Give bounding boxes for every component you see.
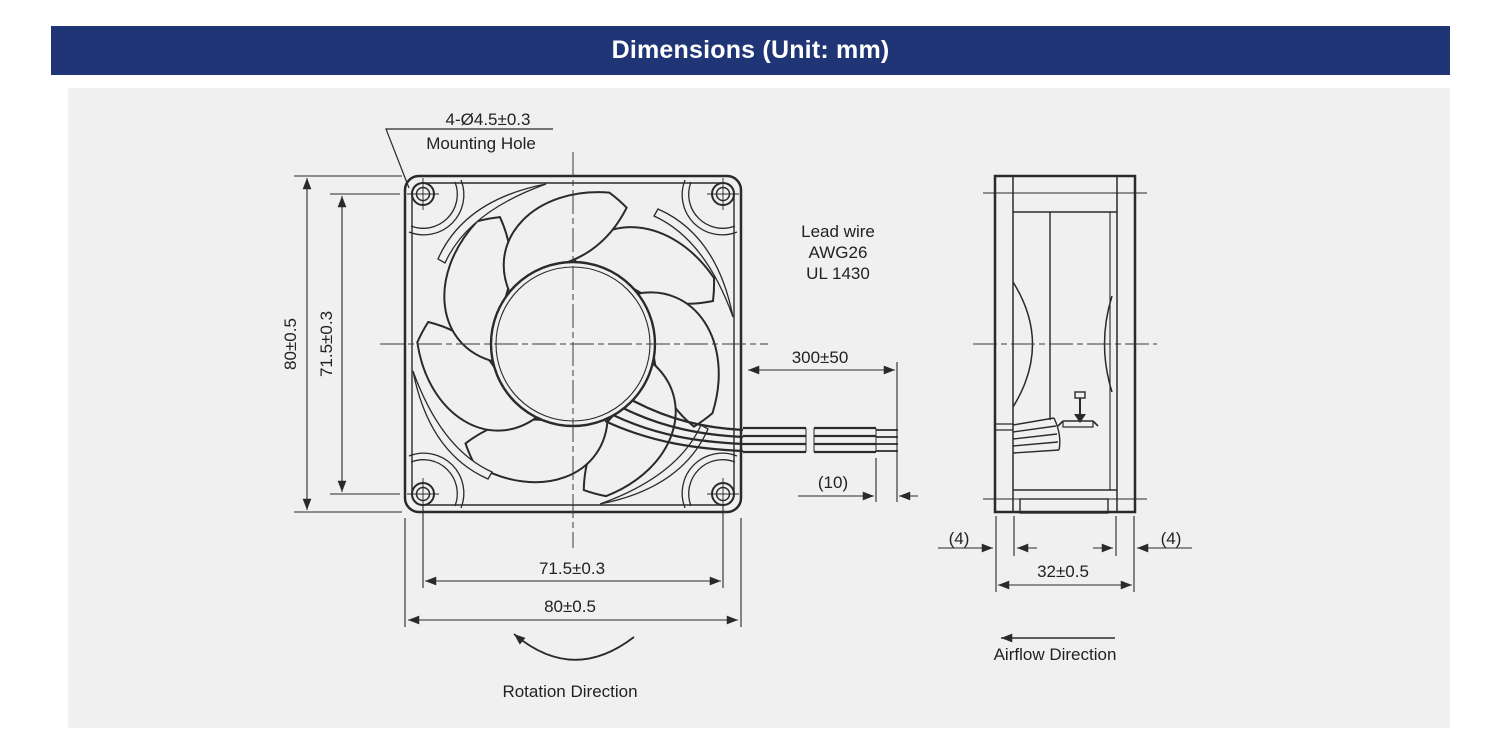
airflow-direction-label: Airflow Direction bbox=[993, 645, 1117, 664]
fan-front-view bbox=[395, 161, 752, 512]
lead-wire-cable bbox=[743, 428, 898, 452]
dim-depth-label: 32±0.5 bbox=[1037, 562, 1089, 581]
rotation-arrow-icon bbox=[514, 634, 634, 660]
dim-flange-right-label: (4) bbox=[1160, 529, 1182, 548]
section-header-bar bbox=[51, 26, 1450, 75]
dim-front-width-outer-label: 80±0.5 bbox=[544, 597, 596, 616]
side-wire-coil bbox=[1013, 418, 1060, 453]
dim-flange-left-label: (4) bbox=[948, 529, 970, 548]
dim-front-height-holes-label: 71.5±0.3 bbox=[317, 310, 336, 378]
mounting-hole-callout-line1: 4-Ø4.5±0.3 bbox=[445, 110, 531, 129]
rotation-direction-label: Rotation Direction bbox=[502, 682, 638, 701]
drawing-panel bbox=[68, 88, 1450, 728]
side-hub-symbol bbox=[1058, 392, 1098, 427]
dim-front-height-outer-label: 80±0.5 bbox=[281, 318, 300, 370]
dim-wire-length-label: 300±50 bbox=[791, 348, 849, 367]
lead-wire-note-line3: UL 1430 bbox=[806, 264, 870, 283]
mounting-hole-callout-line2: Mounting Hole bbox=[426, 134, 536, 153]
dim-front-width-holes-label: 71.5±0.3 bbox=[538, 559, 606, 578]
lead-wire-note-line2: AWG26 bbox=[808, 243, 868, 262]
lead-wire-note-line1: Lead wire bbox=[801, 222, 875, 241]
dim-wire-strip-label: (10) bbox=[817, 473, 849, 492]
technical-drawing bbox=[68, 88, 1450, 728]
section-title: Dimensions (Unit: mm) bbox=[611, 36, 890, 64]
